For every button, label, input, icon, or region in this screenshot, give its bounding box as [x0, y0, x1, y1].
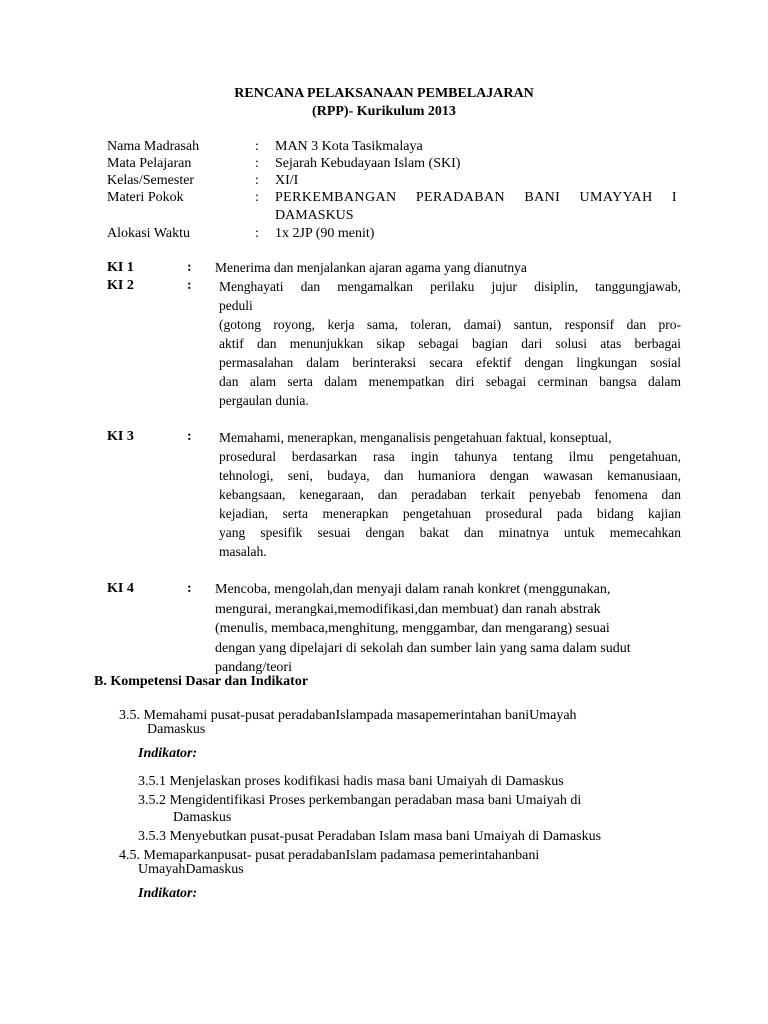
colon: : [255, 173, 259, 188]
value-materi-pokok-cont: DAMASKUS [275, 208, 354, 223]
value-kelas-semester: XI/I [275, 173, 299, 188]
value-mata-pelajaran: Sejarah Kebudayaan Islam (SKI) [275, 156, 461, 171]
label-alokasi-waktu: Alokasi Waktu [107, 226, 190, 241]
indikator-heading: Indikator: [138, 746, 198, 761]
ki2-line: permasalahan dalam berinteraksi secara efektif dengan lingkungan sosial [219, 355, 681, 370]
ki4-line: (menulis, membaca,menghitung, menggambar, dan mengarang) sesuai [215, 621, 610, 636]
label-nama-madrasah: Nama Madrasah [107, 139, 200, 154]
value-alokasi-waktu: 1x 2JP (90 menit) [275, 226, 375, 241]
ki1-label: KI 1 [107, 260, 134, 275]
ki2-line: aktif dan menunjukkan sikap sebagai bagian dari solusi atas berbagai [219, 336, 681, 351]
ki2-line: pergaulan dunia. [219, 393, 309, 408]
ki3-line: kejadian, serta menerapkan pengetahuan prosedural pada bidang kajian [219, 506, 681, 521]
ki2-line: dan alam serta dalam menempatkan diri sebagai cerminan bangsa dalam [219, 374, 681, 389]
label-kelas-semester: Kelas/Semester [107, 173, 195, 188]
ki2-line: peduli [219, 298, 253, 313]
ki4-text [215, 580, 655, 678]
ki4-line: Mencoba, mengolah,dan menyaji dalam ranah konkret (menggunakan, [215, 582, 611, 597]
section-b-heading: B. Kompetensi Dasar dan Indikator [94, 674, 309, 689]
ki3-label: KI 3 [107, 429, 134, 444]
ki3-line: Memahami, menerapkan, menganalisis pengetahuan faktual, konseptual, [219, 430, 612, 445]
ki2-label: KI 2 [107, 278, 134, 293]
ki1-text: Menerima dan menjalankan ajaran agama yang dianutnya [215, 260, 527, 275]
document-title: RENCANA PELAKSANAAN PEMBELAJARAN [234, 86, 534, 101]
indicator-3-5-3: 3.5.3 Menyebutkan pusat-pusat Peradaban Islam masa bani Umaiyah di Damaskus [138, 829, 602, 844]
ki4-line: dengan yang dipelajari di sekolah dan sumber lain yang sama dalam sudut [215, 640, 631, 656]
ki2-line: Menghayati dan mengamalkan perilaku jujur disiplin, tanggungjawab, [219, 279, 681, 294]
colon: : [187, 429, 192, 444]
colon: : [255, 190, 259, 205]
ki2-text [219, 277, 681, 410]
ki3-line: kebangsaan, kenegaraan, dan peradaban terkait penyebab fenomena dan [219, 487, 681, 502]
kd-4-5-line2: UmayahDamaskus [138, 862, 244, 877]
label-materi-pokok: Materi Pokok [107, 190, 184, 205]
colon: : [255, 156, 259, 171]
ki3-line: masalah. [219, 544, 267, 559]
ki4-label: KI 4 [107, 581, 134, 596]
kd-3-5-line1: 3.5. Memahami pusat-pusat peradabanIslampada masapemerintahan baniUmayah [119, 708, 577, 723]
colon: : [255, 226, 259, 241]
ki4-line: pandang/teori [215, 660, 292, 675]
ki3-line: prosedural berdasarkan rasa ingin tahunya tentang ilmu pengetahuan, [219, 449, 681, 464]
colon: : [187, 278, 192, 293]
value-nama-madrasah: MAN 3 Kota Tasikmalaya [275, 139, 423, 154]
indicator-3-5-2-line1: 3.5.2 Mengidentifikasi Proses perkembangan peradaban masa bani Umaiyah di [138, 793, 582, 808]
document-subtitle: (RPP)- Kurikulum 2013 [312, 104, 456, 119]
indicator-3-5-2-line2: Damaskus [173, 810, 232, 825]
colon: : [187, 581, 192, 596]
kd-4-5-line1: 4.5. Memaparkanpusat- pusat peradabanIslam padamasa pemerintahanbani [119, 848, 540, 863]
ki2-line: (gotong royong, kerja sama, toleran, damai) santun, responsif dan pro- [219, 317, 681, 332]
kd-3-5-line2: Damaskus [147, 722, 206, 737]
colon: : [187, 260, 192, 275]
ki3-text [219, 428, 681, 561]
indikator-heading-2: Indikator: [138, 886, 198, 901]
value-materi-pokok: PERKEMBANGAN PERADABAN BANI UMAYYAH I [275, 190, 677, 205]
ki4-line: mengurai, merangkai,memodifikasi,dan membuat) dan ranah abstrak [215, 601, 601, 617]
colon: : [255, 139, 259, 154]
ki3-line: yang spesifik sesuai dengan bakat dan minatnya untuk memecahkan [219, 525, 681, 540]
ki3-line: tehnologi, seni, budaya, dan humaniora dengan wawasan kemanusiaan, [219, 468, 681, 483]
label-mata-pelajaran: Mata Pelajaran [107, 156, 192, 171]
indicator-3-5-1: 3.5.1 Menjelaskan proses kodifikasi hadis masa bani Umaiyah di Damaskus [138, 774, 564, 789]
